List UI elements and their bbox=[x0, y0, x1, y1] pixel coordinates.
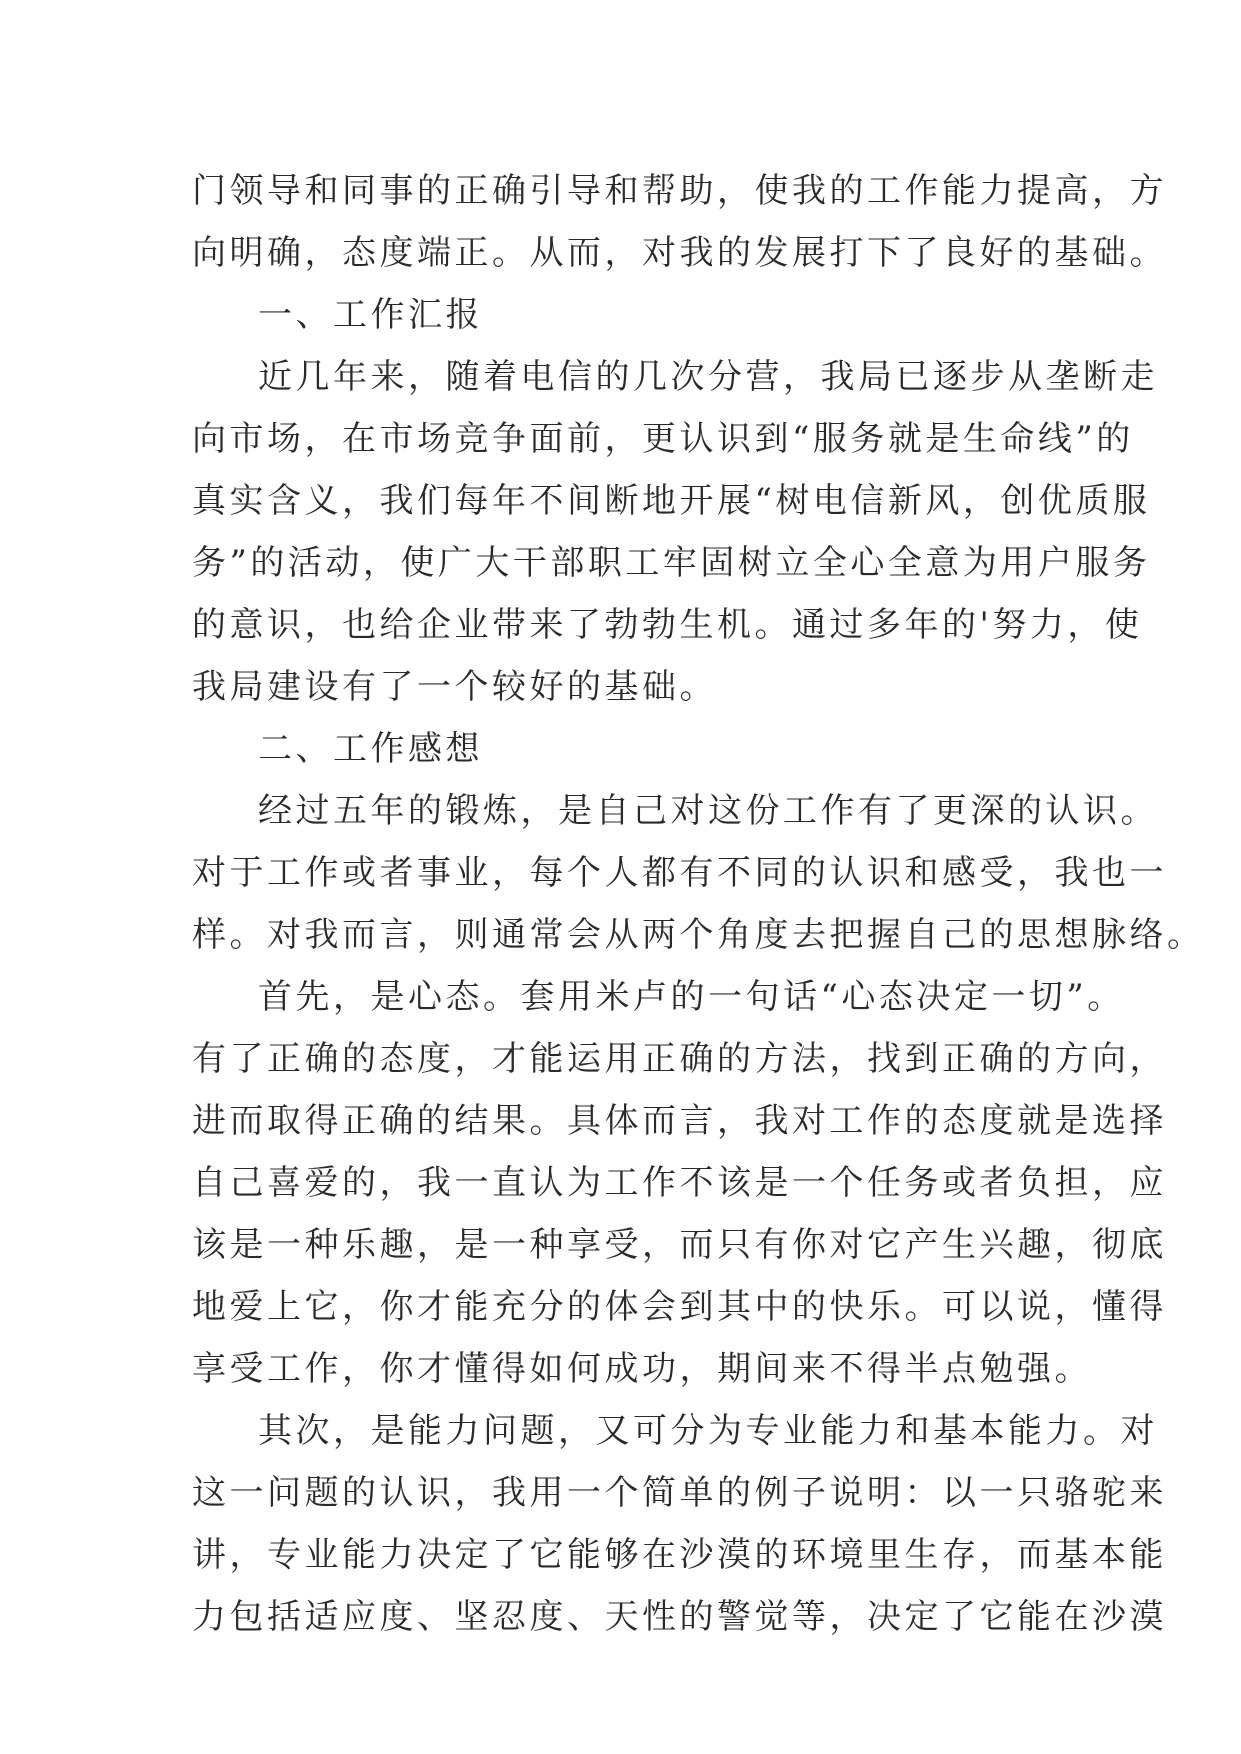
text-line: 自己喜爱的，我一直认为工作不该是一个任务或者负担，应 bbox=[192, 1163, 1167, 1203]
paragraph-first-line: 首先，是心态。套用米卢的一句话“心态决定一切”。 bbox=[258, 977, 1125, 1017]
text-line: 真实含义，我们每年不间断地开展“树电信新风，创优质服 bbox=[192, 481, 1151, 521]
text-line: 讲，专业能力决定了它能够在沙漠的环境里生存，而基本能 bbox=[192, 1535, 1167, 1575]
body-text bbox=[192, 160, 1205, 1648]
text-line: 的意识，也给企业带来了勃勃生机。通过多年的'努力，使 bbox=[192, 605, 1143, 645]
paragraph-first-line: 近几年来，随着电信的几次分营，我局已逐步从垄断走 bbox=[258, 357, 1158, 397]
paragraph-first-line: 二、工作感想 bbox=[258, 729, 483, 769]
text-line: 该是一种乐趣，是一种享受，而只有你对它产生兴趣，彻底 bbox=[192, 1225, 1167, 1265]
paragraph-first-line: 其次，是能力问题，又可分为专业能力和基本能力。对 bbox=[258, 1411, 1158, 1451]
text-line: 样。对我而言，则通常会从两个角度去把握自己的思想脉络。 bbox=[192, 915, 1205, 955]
text-line: 进而取得正确的结果。具体而言，我对工作的态度就是选择 bbox=[192, 1101, 1167, 1141]
text-line: 地爱上它，你才能充分的体会到其中的快乐。可以说，懂得 bbox=[192, 1287, 1167, 1327]
text-line: 向明确，态度端正。从而，对我的发展打下了良好的基础。 bbox=[192, 233, 1167, 273]
text-line: 有了正确的态度，才能运用正确的方法，找到正确的方向， bbox=[192, 1039, 1167, 1079]
text-line: 这一问题的认识，我用一个简单的例子说明：以一只骆驼来 bbox=[192, 1473, 1167, 1513]
text-line: 对于工作或者事业，每个人都有不同的认识和感受，我也一 bbox=[192, 853, 1167, 893]
text-line: 我局建设有了一个较好的基础。 bbox=[192, 667, 717, 707]
text-line: 门领导和同事的正确引导和帮助，使我的工作能力提高，方 bbox=[192, 171, 1167, 211]
text-line: 力包括适应度、坚忍度、天性的警觉等，决定了它能在沙漠 bbox=[192, 1597, 1167, 1637]
paragraph-first-line: 一、工作汇报 bbox=[258, 295, 483, 335]
text-line: 向市场，在市场竞争面前，更认识到“服务就是生命线”的 bbox=[192, 419, 1134, 459]
text-line: 务”的活动，使广大干部职工牢固树立全心全意为用户服务 bbox=[192, 543, 1151, 583]
text-line: 享受工作，你才懂得如何成功，期间来不得半点勉强。 bbox=[192, 1349, 1092, 1389]
paragraph-first-line: 经过五年的锻炼，是自己对这份工作有了更深的认识。 bbox=[258, 791, 1158, 831]
